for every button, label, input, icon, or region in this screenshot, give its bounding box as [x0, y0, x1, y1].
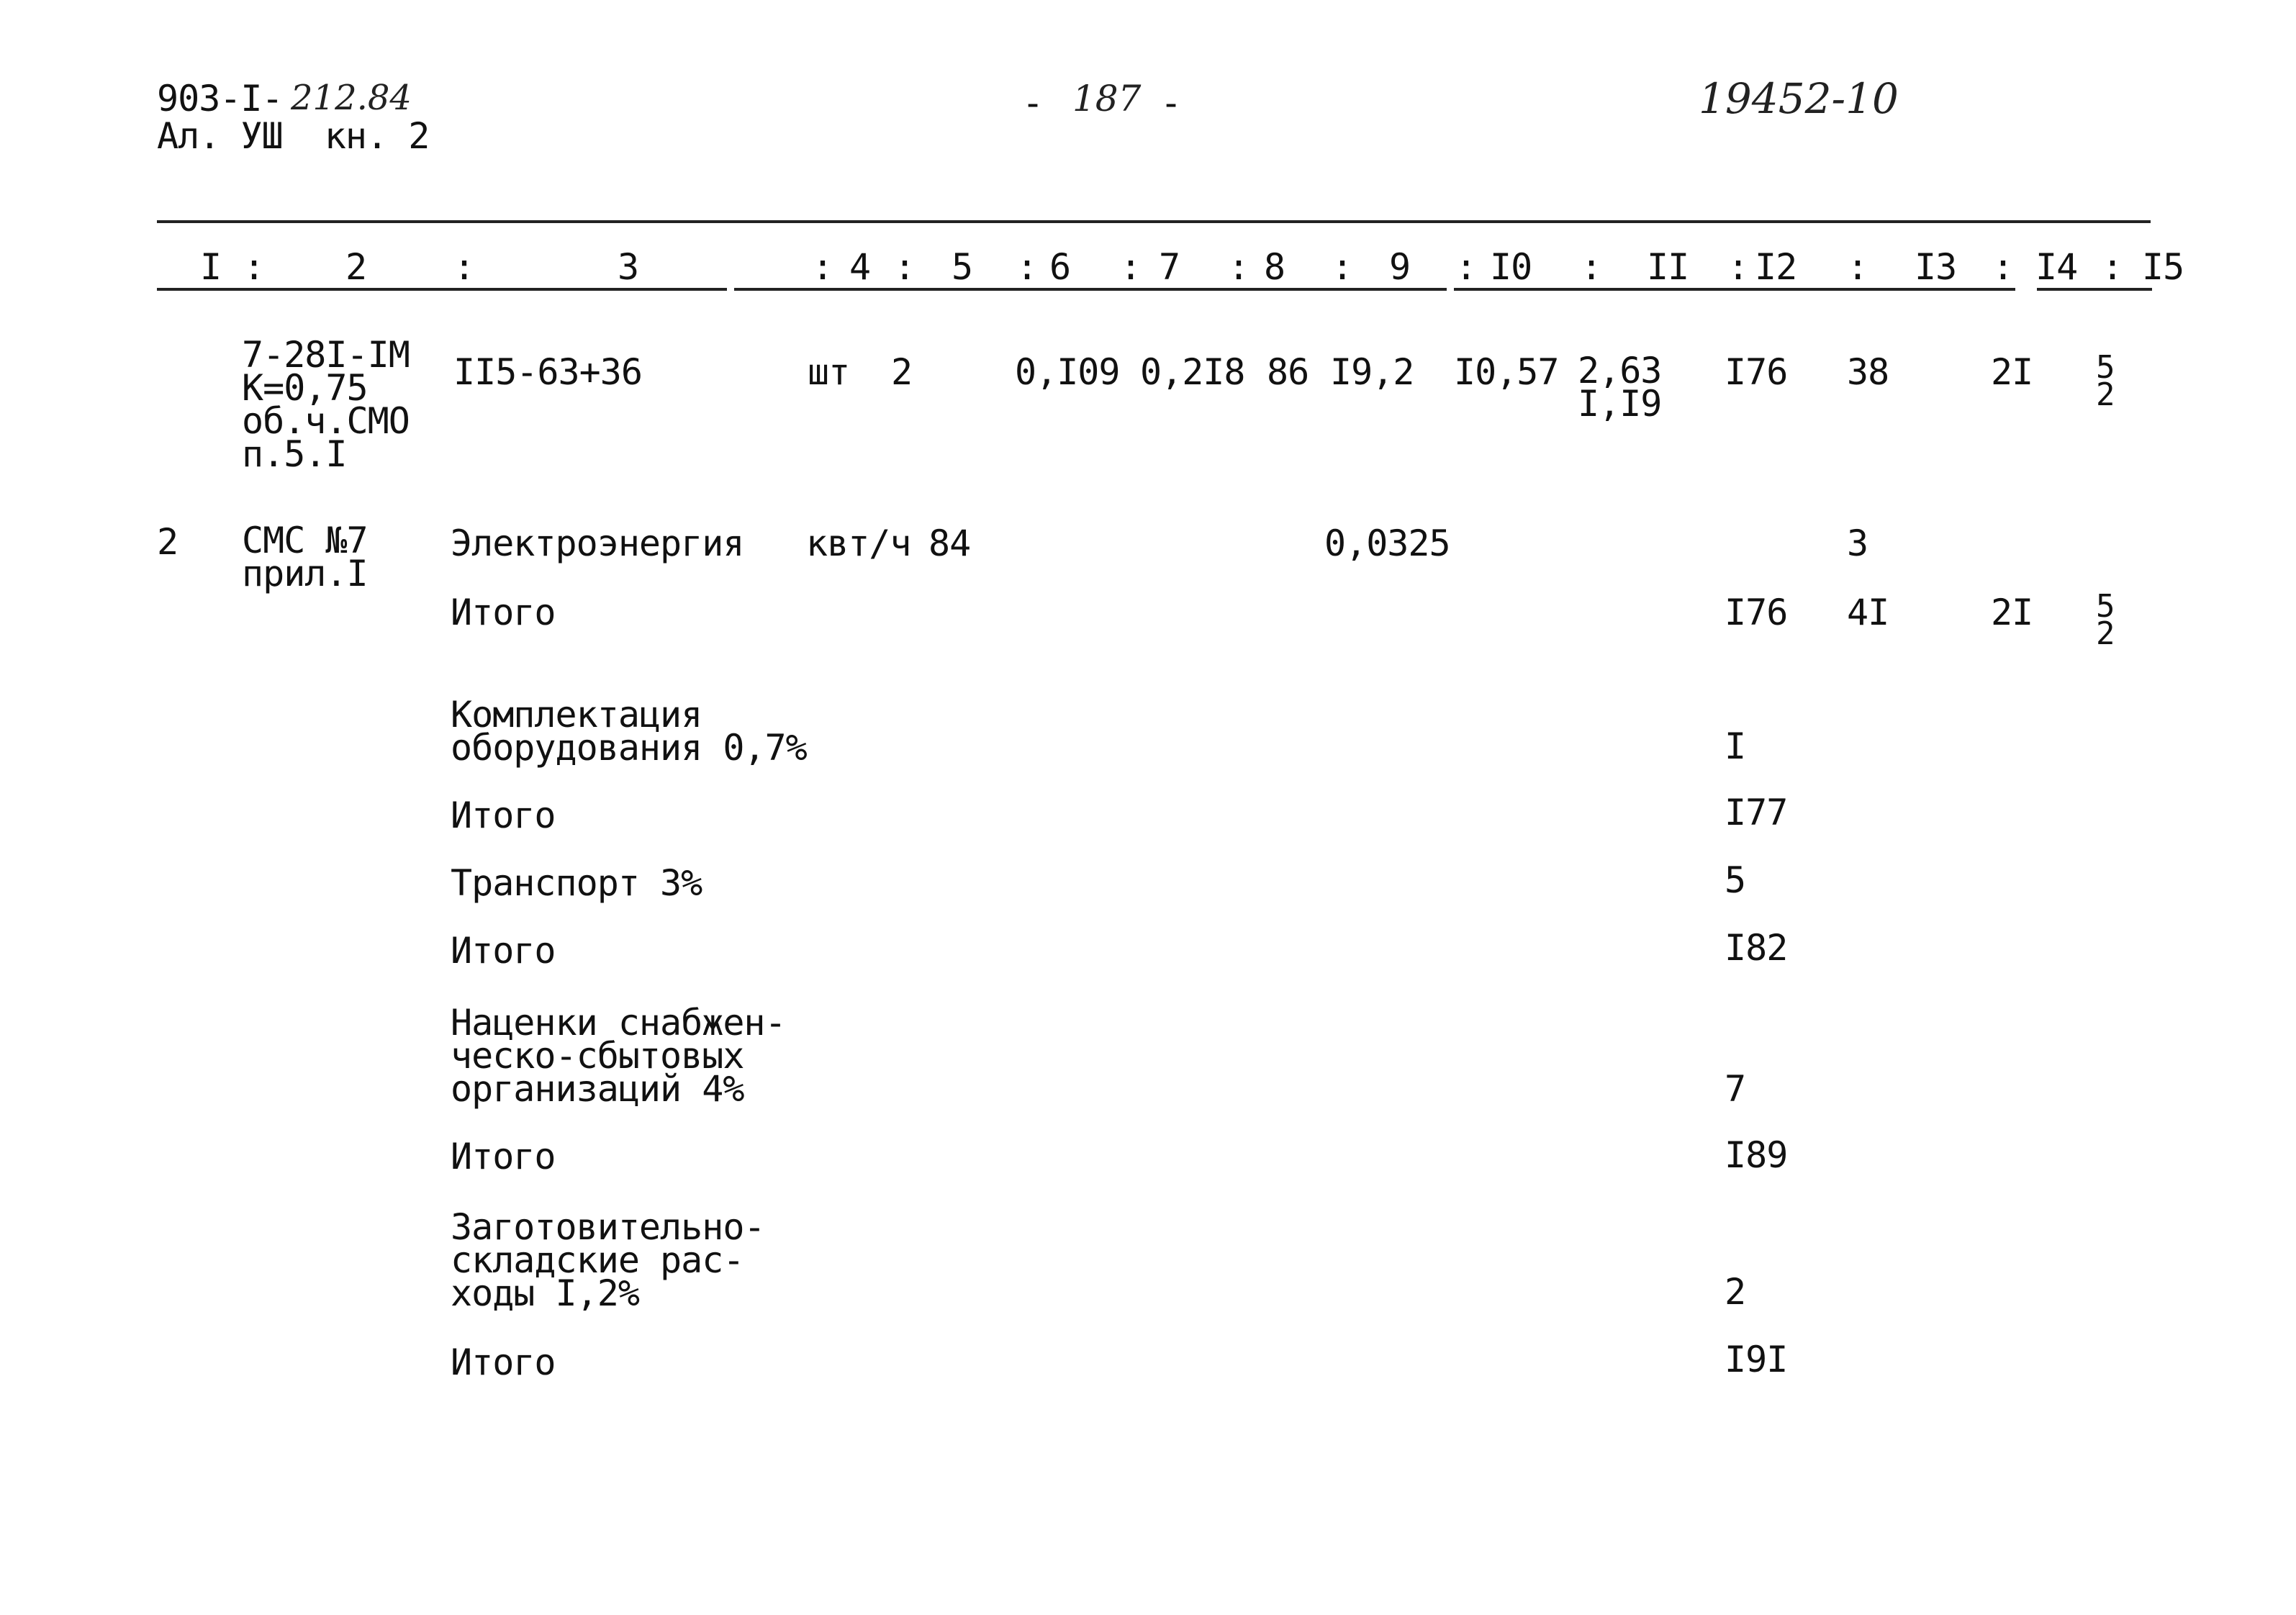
col-header-7: 7 — [1159, 246, 1180, 288]
col-sep: : — [1455, 246, 1477, 288]
col-header-13: I3 — [1915, 246, 1957, 288]
col-sep: : — [1228, 246, 1249, 288]
cost-line-value: 7 — [1725, 1068, 1746, 1110]
row1-unit: шт — [808, 351, 850, 393]
row1-col15: 5 2 — [2096, 349, 2115, 413]
row1-code: 7-28I-IM К=0,75 об.ч.СМО п.5.I — [242, 334, 410, 475]
page-dash-left: - — [1022, 82, 1044, 124]
cost-line-label: Заготовительно- складские рас- ходы I,2% — [451, 1206, 765, 1314]
cost-line-label: Итого — [451, 795, 556, 836]
row2-name: Электроэнергия — [451, 522, 744, 564]
row1-col11: 2,63 I,I9 — [1578, 350, 1662, 425]
col-header-14: I4 — [2035, 246, 2078, 288]
total1-col13: 4I — [1847, 592, 1889, 633]
album-line: Ал. УШ кн. 2 — [157, 115, 430, 157]
row1-col13: 38 — [1847, 351, 1889, 393]
total1-col15: 5 2 — [2096, 588, 2115, 652]
cost-line-value: I — [1725, 725, 1746, 767]
row1-col10: I0,57 — [1454, 351, 1559, 393]
col-header-8: 8 — [1264, 246, 1285, 288]
cost-line-label: Наценки снабжен- ческо-сбытовых организаций 4% — [451, 1002, 786, 1110]
col-header-4: 4 — [849, 246, 871, 288]
table-top-rule — [157, 220, 2151, 223]
header-underline — [1454, 288, 2015, 291]
cost-line-label: Транспорт 3% — [451, 862, 702, 904]
col-header-1: I — [200, 246, 222, 288]
header-underline — [734, 288, 1447, 291]
row2-unit: квт/ч — [806, 522, 911, 564]
cost-line-label: Итого — [451, 1136, 556, 1177]
col-sep: : — [2102, 246, 2123, 288]
col-header-6: 6 — [1049, 246, 1071, 288]
col-sep: : — [453, 246, 475, 288]
col-header-9: 9 — [1389, 246, 1411, 288]
cost-line-label: Итого — [451, 1342, 556, 1383]
document-code-printed: 903-I- — [157, 78, 283, 119]
col-sep: : — [812, 246, 833, 288]
document-code-handwritten: 212.84 — [291, 78, 412, 118]
row1-col14: 2I — [1991, 351, 2033, 393]
col-sep: : — [243, 246, 265, 288]
col-sep: : — [1120, 246, 1142, 288]
cost-line-value: I82 — [1725, 927, 1788, 969]
col-header-2: 2 — [345, 246, 367, 288]
col-sep: : — [1847, 246, 1868, 288]
col-header-11: II — [1647, 246, 1689, 288]
row2-col13: 3 — [1847, 522, 1868, 564]
total1-label: Итого — [451, 592, 556, 633]
row1-col8: 86 — [1267, 351, 1309, 393]
header-underline — [453, 288, 727, 291]
header-underline — [157, 288, 459, 291]
col-header-15: I5 — [2142, 246, 2184, 288]
page-dash-right: - — [1160, 82, 1182, 124]
col-sep: : — [1332, 246, 1353, 288]
cost-line-label: Итого — [451, 930, 556, 972]
row1-qty: 2 — [891, 351, 913, 393]
row2-code: СМС №7 прил.I — [242, 520, 368, 594]
col-sep: : — [1992, 246, 2014, 288]
header-underline — [2037, 288, 2152, 291]
col-header-12: I2 — [1755, 246, 1797, 288]
inventory-number: 19452-10 — [1699, 74, 1899, 123]
cost-line-value: I9I — [1725, 1339, 1788, 1380]
row2-num: 2 — [157, 521, 178, 563]
row2-col9: 0,0325 — [1324, 522, 1450, 564]
cost-line-label: Комплектация оборудования 0,7% — [451, 694, 807, 769]
row1-col6: 0,I09 — [1015, 351, 1120, 393]
total1-col14: 2I — [1991, 592, 2033, 633]
col-header-5: 5 — [952, 246, 973, 288]
col-header-3: 3 — [618, 246, 639, 288]
cost-line-value: I89 — [1725, 1134, 1788, 1176]
col-header-10: I0 — [1490, 246, 1532, 288]
col-sep: : — [1727, 246, 1749, 288]
page-number: 187 — [1072, 78, 1142, 119]
row1-name: II5-63+36 — [453, 351, 642, 393]
row1-col9: I9,2 — [1330, 351, 1414, 393]
row2-qty: 84 — [928, 522, 971, 564]
total1-col12: I76 — [1725, 592, 1788, 633]
cost-line-value: 2 — [1725, 1271, 1746, 1313]
row1-col7: 0,2I8 — [1140, 351, 1245, 393]
col-sep: : — [1581, 246, 1602, 288]
cost-line-value: I77 — [1725, 792, 1788, 833]
col-sep: : — [894, 246, 916, 288]
col-sep: : — [1016, 246, 1038, 288]
row1-col12: I76 — [1725, 351, 1788, 393]
cost-line-value: 5 — [1725, 859, 1746, 901]
